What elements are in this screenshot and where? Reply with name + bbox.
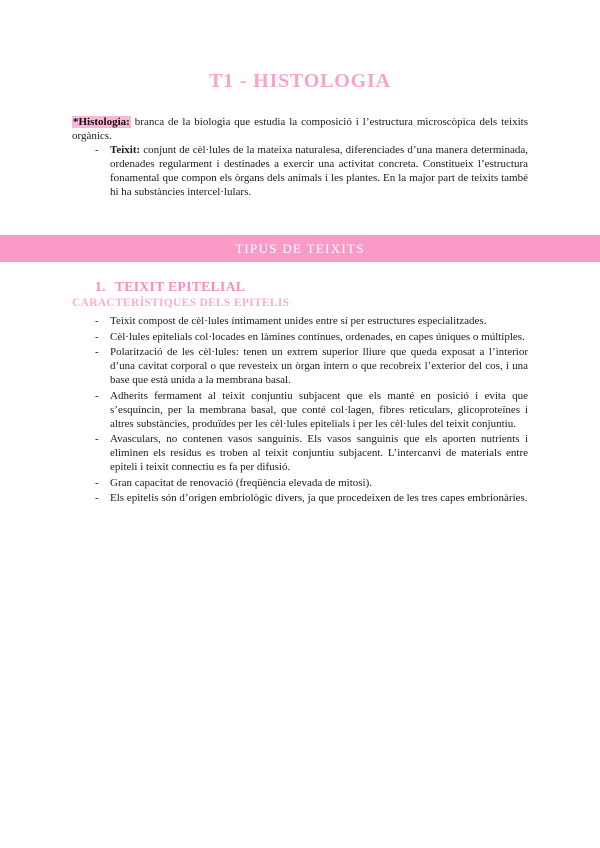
list-item (95, 432, 528, 474)
list-item-text: Avasculars, no contenen vasos sanguinis. Els vasos sanguinis que els aporten nutrients i eliminen els residus es troben al teixit conjuntiu subjacent. L’intercanvi de materials entre epiteli i teixit connectiu es fa per difusió. (110, 433, 528, 473)
list-item-text (110, 143, 528, 199)
dash-marker: - (95, 144, 99, 156)
list-item-text: Teixit compost de cèl·lules íntimament unides entre sí per estructures especialitzades. (110, 315, 487, 327)
list-item (95, 330, 528, 344)
section-heading (95, 280, 528, 294)
dash-marker: - (95, 433, 99, 445)
section-block (72, 280, 528, 505)
list-item (95, 389, 528, 431)
banner-title: TIPUS DE TEIXITS (235, 241, 365, 256)
intro-paragraph (72, 115, 528, 143)
list-item-text: Adherits fermament al teixit conjuntiu subjacent que els manté en posició i evita que s’esquincin, per la membrana basal, que conté col·lagen, fibres reticulars, glicoproteïnes i altres substàncies, produïdes per les cèl·lules epitelials i per les cèl·lules del teixit conjuntiu. (110, 389, 528, 430)
dash-marker: - (95, 476, 99, 489)
section-number: 1. (95, 279, 106, 294)
list-item-text: Polarització de les cèl·lules: tenen un extrem superior lliure que queda exposat a l’interior d’una cavitat corporal o que revesteix un òrgan intern o que recobreix l’exterior del cos, i una base que està unida a la membrana basal. (110, 346, 528, 386)
list-item-text: Cèl·lules epitelials col·locades en làmines contínues, ordenades, en capes úniques o múltiples. (110, 330, 525, 343)
list-item-text: Els epitelis són d’origen embriològic divers, ja que procedeixen de les tres capes embrionàries. (110, 492, 528, 504)
highlighted-term: *Histologia: (73, 116, 130, 128)
list-item-text: Gran capacitat de renovació (freqüència elevada de mitosi). (110, 476, 373, 489)
section-title-text: TEIXIT EPITELIAL (114, 279, 246, 294)
term-teixit: Teixit: (110, 144, 141, 156)
intro-definition: branca de la biologia que estudia la composició i l’estructura microscòpica dels teixits orgànics. (72, 116, 528, 142)
dash-marker: - (95, 346, 99, 358)
dash-marker: - (95, 389, 99, 402)
list-item (95, 314, 528, 328)
section-banner (0, 235, 600, 262)
intro-block (72, 115, 528, 199)
dash-marker: - (95, 492, 99, 504)
page-title: T1 - HISTOLOGIA (209, 70, 391, 92)
list-item (95, 345, 528, 387)
list-item-teixit (95, 143, 528, 199)
teixit-definition: conjunt de cèl·lules de la mateixa naturalesa, diferenciades d’una manera determinada, ordenades regularment i destinades a exercir una activitat concreta. Constitueix l’estructura fonamental que compon els òrgans dels animals i les plantes. En la major part de teixits també hi ha substàncies intercel·lulars. (110, 144, 528, 198)
dash-marker: - (95, 330, 99, 343)
bullet-list (72, 314, 528, 505)
list-item (95, 476, 528, 490)
list-item (95, 491, 528, 505)
dash-marker: - (95, 315, 99, 327)
section-subheading: CARACTERÍSTIQUES DELS EPITELIS (72, 297, 290, 309)
